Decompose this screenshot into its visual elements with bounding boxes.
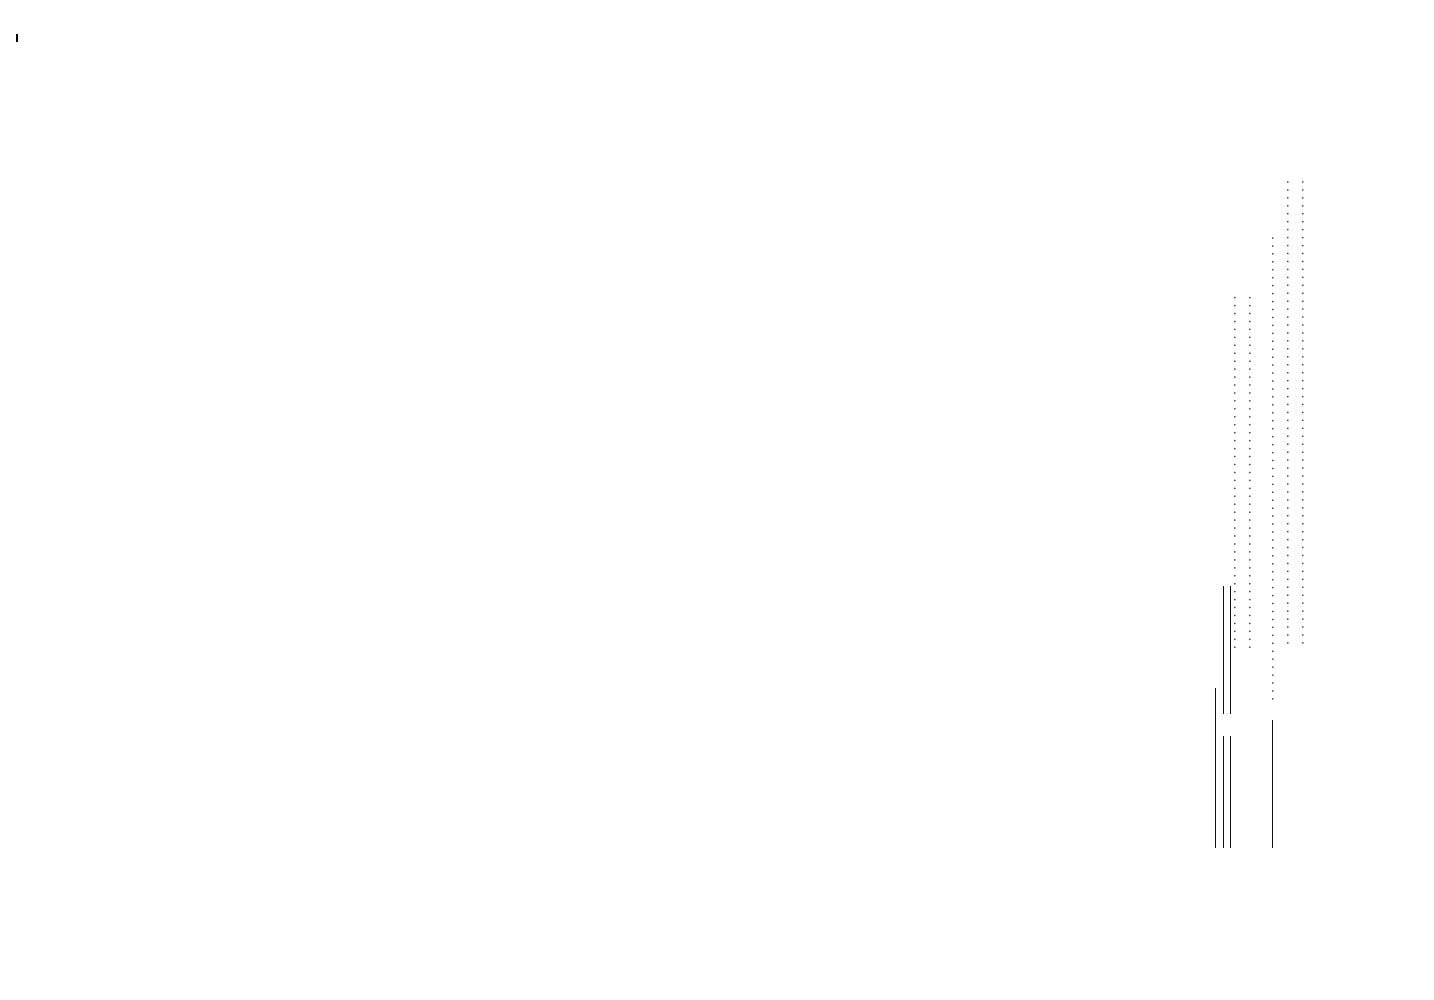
- section-x-difference: [1268, 180, 1283, 870]
- sum-ist: [1223, 586, 1224, 714]
- einnahmen-rows: [1231, 180, 1261, 870]
- sum-soll: [1230, 736, 1231, 848]
- ausgaben-sum-row: [1223, 180, 1224, 870]
- row-label: [1299, 180, 1314, 720]
- row-label: [1231, 296, 1246, 651]
- difference-label: [1268, 180, 1283, 720]
- table-row: [1231, 180, 1246, 870]
- anleihe-sum-row: [1215, 180, 1216, 870]
- difference-value: [1272, 720, 1273, 848]
- section-x-rows: [1268, 180, 1314, 870]
- document-page: [1215, 180, 1324, 870]
- sum-value: [1215, 688, 1216, 848]
- table-row: [1246, 180, 1261, 870]
- section-x-row: [1299, 180, 1314, 870]
- sum-ist: [1230, 586, 1231, 714]
- dfg-logo: [16, 34, 18, 42]
- section-x-row: [1284, 180, 1299, 870]
- sum-soll: [1223, 736, 1224, 848]
- row-label: [1284, 180, 1299, 720]
- row-label: [1246, 296, 1261, 651]
- digitization-footer: [13, 30, 24, 42]
